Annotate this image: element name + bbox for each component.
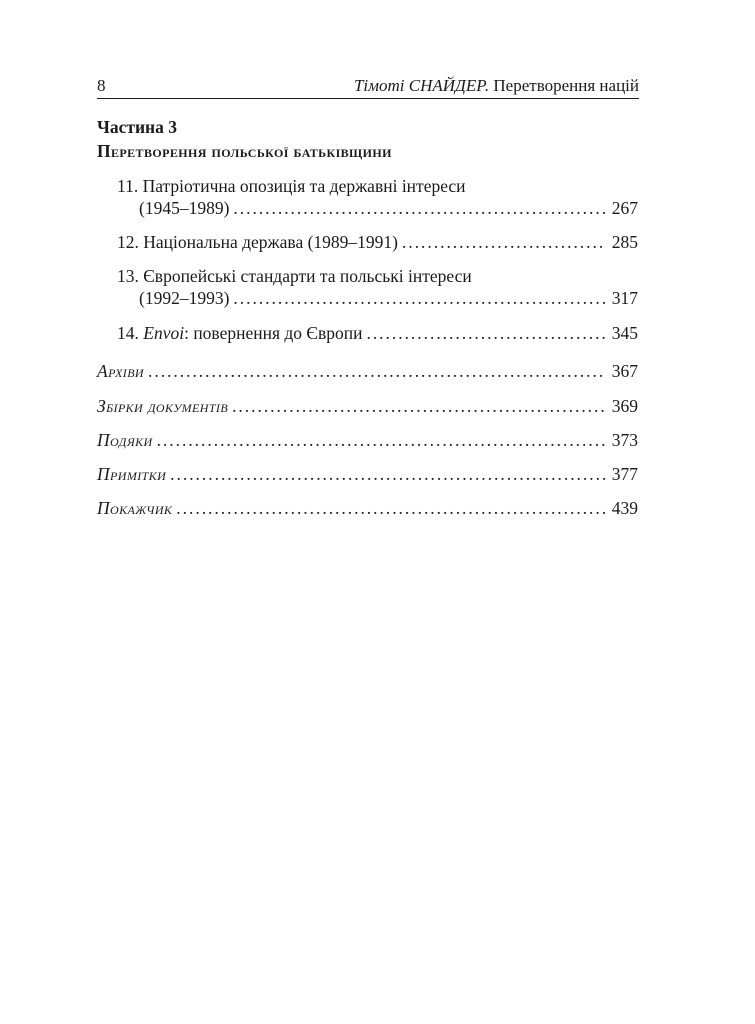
header-book-title: Перетворення націй xyxy=(493,76,639,95)
dot-leader xyxy=(233,198,605,219)
part-label: Частина 3 xyxy=(97,117,177,137)
chapter-title-rest: : повернення до Європи xyxy=(184,323,363,343)
dot-leader xyxy=(170,464,606,485)
chapter-number: 12. xyxy=(117,232,139,252)
toc-entry-document-collections[interactable] xyxy=(97,396,638,417)
page-reference: 367 xyxy=(611,361,638,381)
chapter-title xyxy=(117,323,362,344)
toc-entry-chapter-11[interactable] xyxy=(139,198,638,219)
chapter-title-continued: (1992–1993) xyxy=(139,288,230,308)
back-matter-title: Примітки xyxy=(97,464,167,484)
toc-entry-chapter-13[interactable] xyxy=(139,288,638,309)
page-reference: 345 xyxy=(611,323,638,343)
toc-entry-acknowledgements[interactable] xyxy=(97,430,638,451)
chapter-title-italic: Envoi xyxy=(143,323,185,343)
chapter-title xyxy=(117,232,398,253)
toc-entry-chapter-12[interactable] xyxy=(117,232,638,253)
page-reference: 373 xyxy=(611,430,638,450)
toc-entry-chapter-14[interactable] xyxy=(117,323,638,344)
dot-leader xyxy=(233,288,605,309)
back-matter-title: Подяки xyxy=(97,430,153,450)
chapter-number: 13. xyxy=(117,266,139,286)
back-matter-title: Покажчик xyxy=(97,498,173,518)
chapter-number: 14. xyxy=(117,323,139,343)
toc-entry-chapter-13-title xyxy=(117,266,472,287)
page-reference: 285 xyxy=(611,232,638,252)
dot-leader xyxy=(157,430,606,451)
dot-leader xyxy=(402,232,606,253)
dot-leader xyxy=(366,323,605,344)
chapter-title-text: Національна держава (1989–1991) xyxy=(143,232,398,252)
part-title: Перетворення польської батьківщини xyxy=(97,141,392,161)
dot-leader xyxy=(232,396,606,417)
chapter-title-continued: (1945–1989) xyxy=(139,198,230,218)
page-number: 8 xyxy=(97,76,106,95)
chapter-title: Європейські стандарти та польські інтереси xyxy=(143,266,472,286)
header-author: Тімоті СНАЙДЕР. xyxy=(353,76,490,95)
page-reference: 377 xyxy=(611,464,638,484)
toc-entry-index[interactable] xyxy=(97,498,638,519)
back-matter-title: Архіви xyxy=(97,361,144,381)
page-reference: 267 xyxy=(611,198,638,218)
dot-leader xyxy=(148,361,606,382)
toc-entry-notes[interactable] xyxy=(97,464,638,485)
chapter-title: Патріотична опозиція та державні інтереси xyxy=(142,176,466,196)
toc-entry-archives[interactable] xyxy=(97,361,638,382)
page-reference: 317 xyxy=(611,288,638,308)
page-reference: 439 xyxy=(611,498,638,518)
chapter-number: 11. xyxy=(117,176,139,196)
dot-leader xyxy=(176,498,605,519)
running-header xyxy=(97,76,639,99)
page-reference: 369 xyxy=(611,396,638,416)
header-title xyxy=(354,76,639,96)
toc-entry-chapter-11-title xyxy=(117,176,466,197)
back-matter-title: Збірки документів xyxy=(97,396,229,416)
